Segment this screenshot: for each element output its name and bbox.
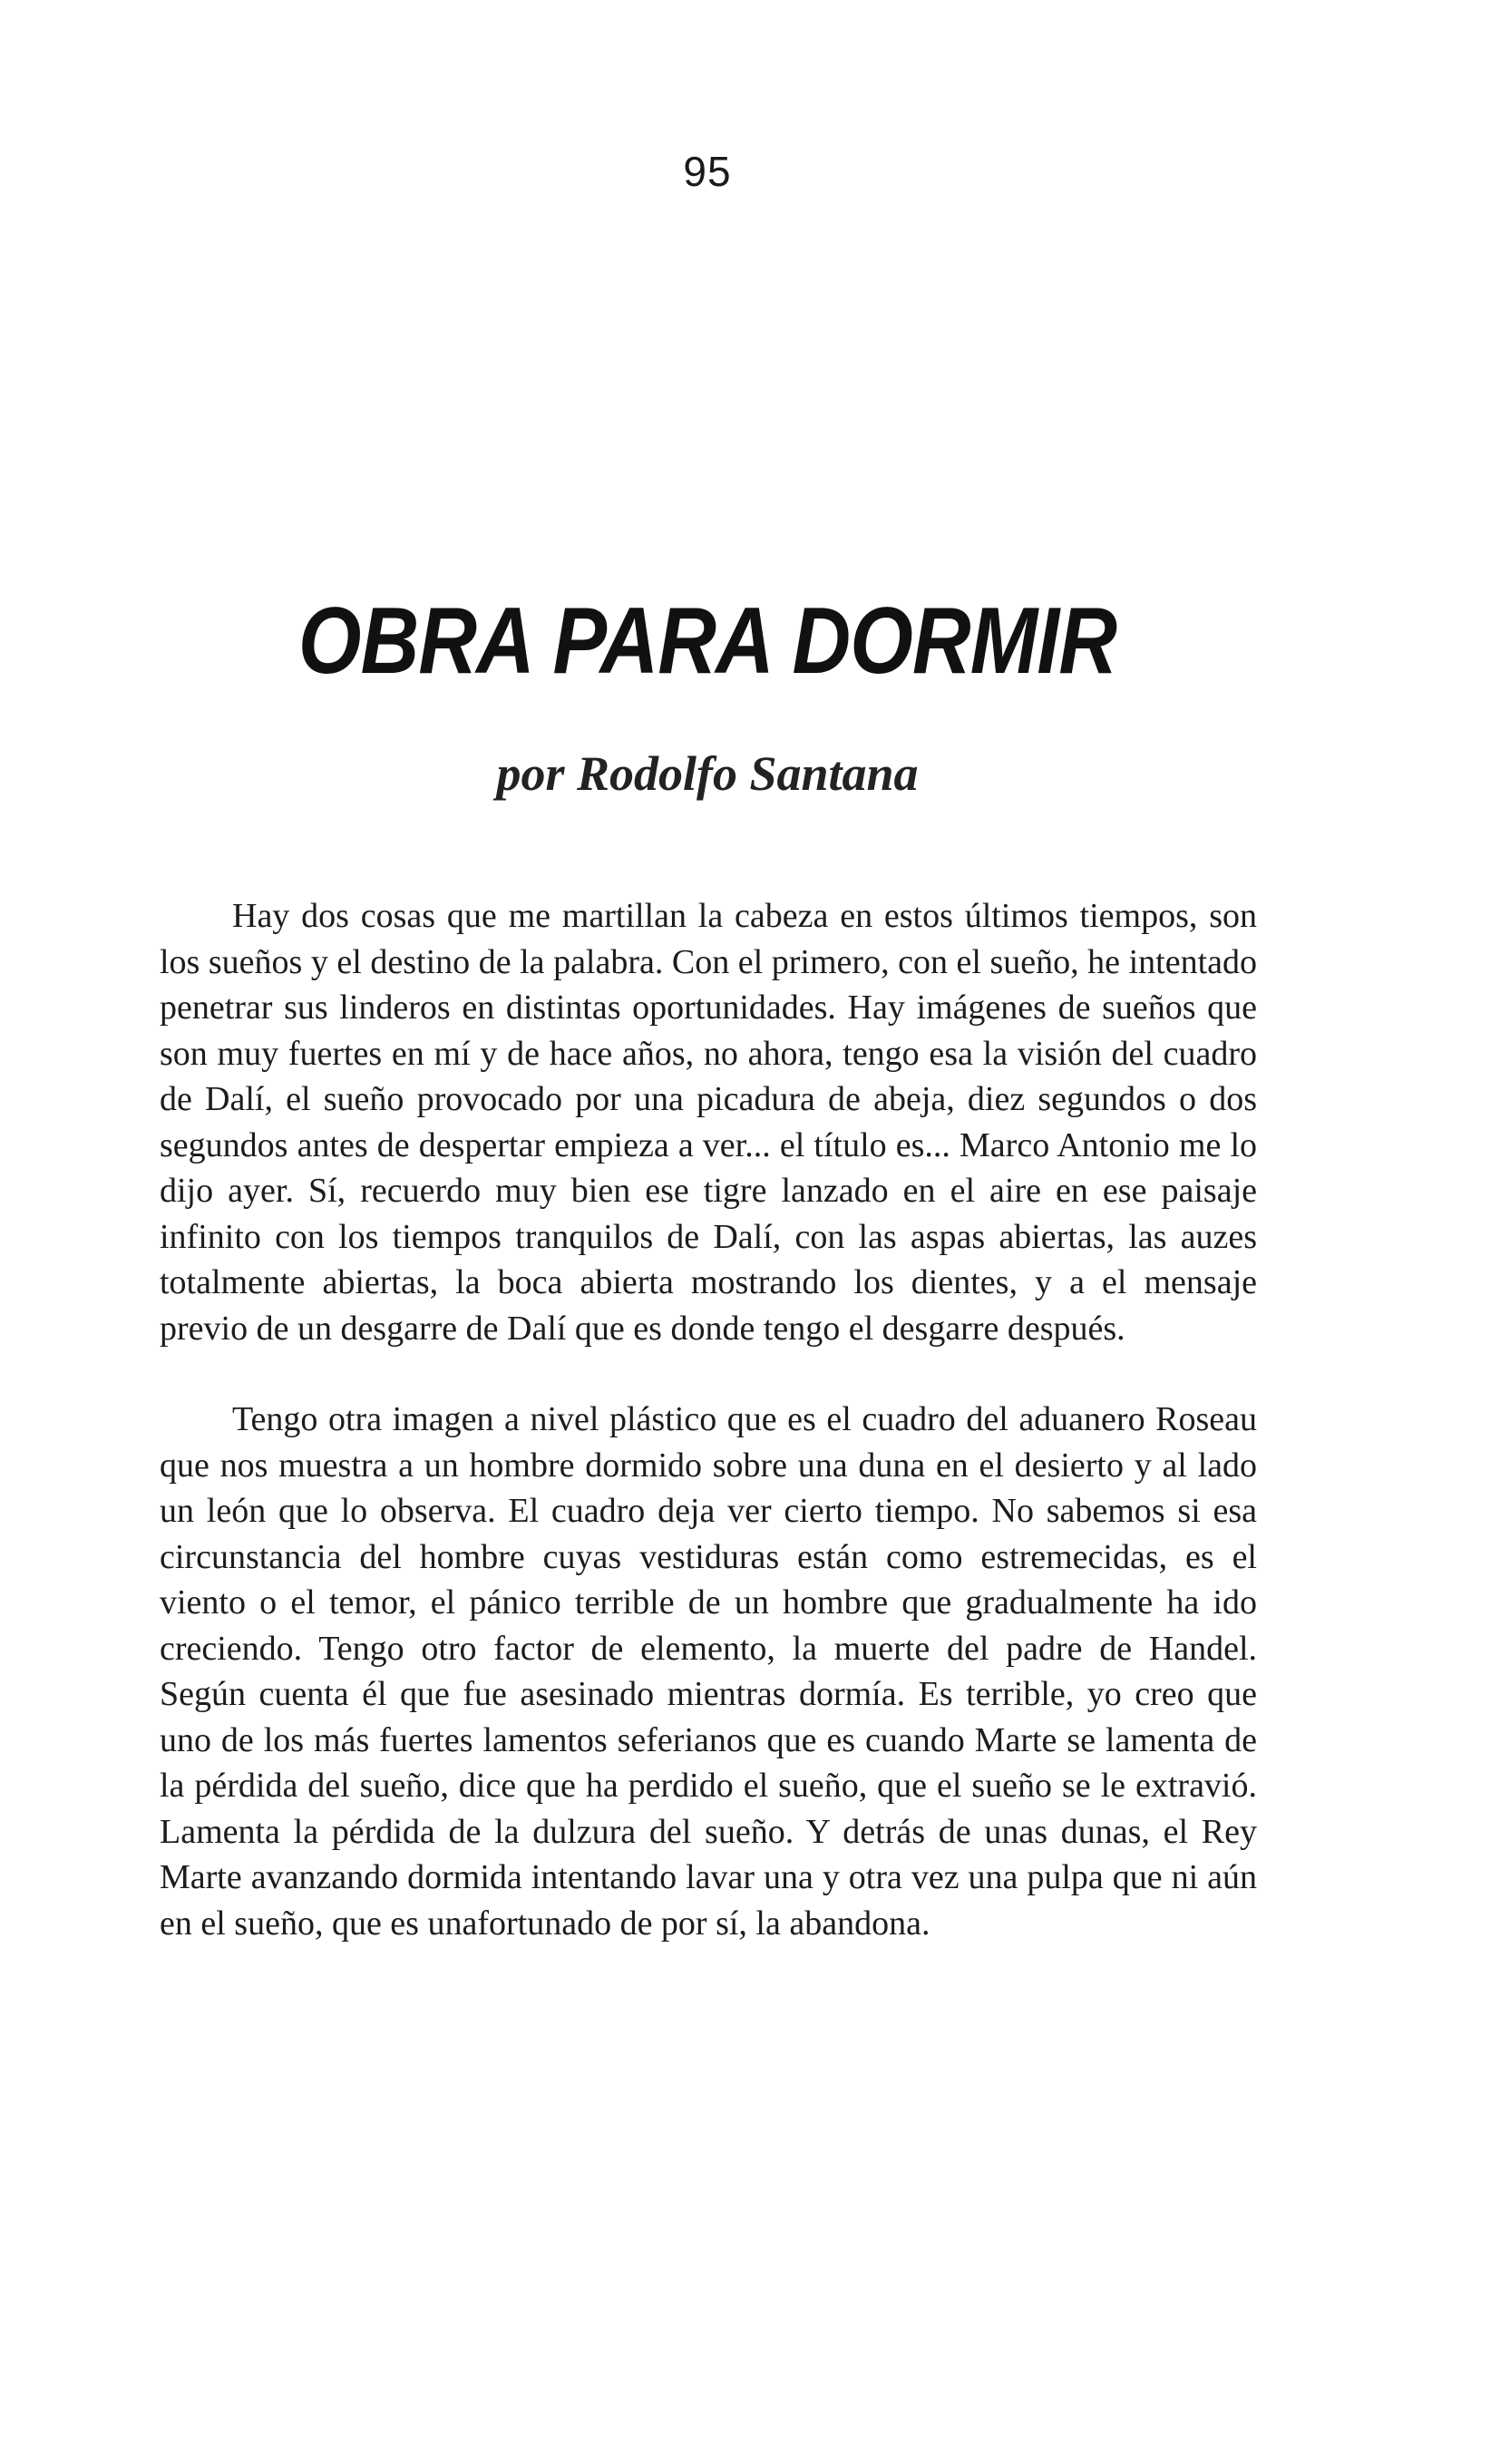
page-number: 95: [683, 148, 732, 195]
chapter-title: OBRA PARA DORMIR: [297, 589, 1117, 694]
body-text: [160, 893, 1257, 1946]
author-byline: por Rodolfo Santana: [496, 746, 919, 801]
paragraph-2: Tengo otra imagen a nivel plástico que es el cuadro del aduanero Roseau que nos muestra a un hombre dormido sobre una duna en el desierto y al lado un león que lo observa. El cuadro deja ver cierto tiempo. No sabemos si esa circunstancia del hombre cuyas vestiduras están como estremecidas, es el viento o el temor, el pánico terrible de un hombre que gradualmente ha ido creciendo. Tengo otro factor de elemento, la muerte del padre de Handel. Según cuenta él que fue asesinado mientras dormía. Es terrible, yo creo que uno de los más fuertes lamentos seferianos que es cuando Marte se lamenta de la pérdida del sueño, dice que ha perdido el sueño, que el sueño se le extravió. Lamenta la pérdida de la dulzura del sueño. Y detrás de unas dunas, el Rey Marte avanzando dormida intentando lavar una y otra vez una pulpa que ni aún en el sueño, que es unafortunado de por sí, la abandona.: [160, 1400, 1257, 1943]
paragraph-1: Hay dos cosas que me martillan la cabeza en estos últimos tiempos, son los sueños y el destino de la palabra. Con el primero, con el sueño, he intentado penetrar sus linderos en distintas oportunidades. Hay imágenes de sueños que son muy fuertes en mí y de hace años, no ahora, tengo esa la visión del cuadro de Dalí, el sueño provocado por una picadura de abeja, diez segundos o dos segundos antes de despertar empieza a ver... el título es... Marco Antonio me lo dijo ayer. Sí, recuerdo muy bien ese tigre lanzado en el aire en ese paisaje infinito con los tiempos tranquilos de Dalí, con las aspas abiertas, las auzes totalmente abiertas, la boca abierta mostrando los dientes, y a el mensaje previo de un desgarre de Dalí que es donde tengo el desgarre después.: [160, 897, 1257, 1348]
